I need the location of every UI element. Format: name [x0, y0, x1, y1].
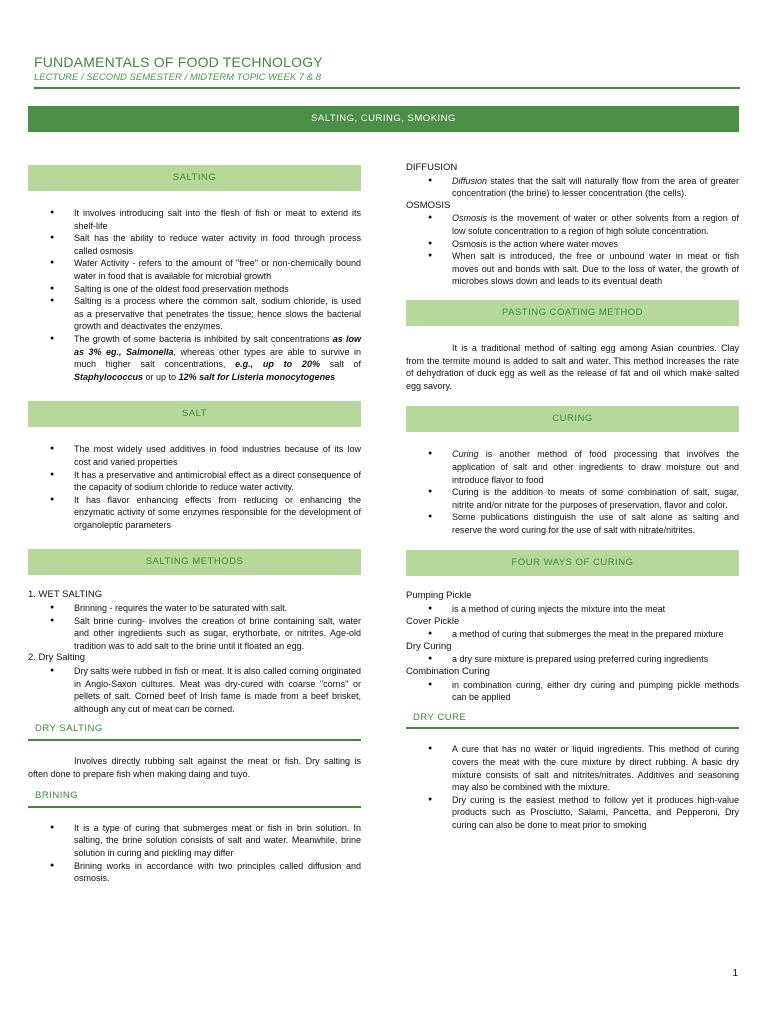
- brining-list: [28, 822, 361, 885]
- list-item: ● is a method of curing injects the mixture into the meat: [406, 603, 739, 616]
- list-item: ● Water Activity - refers to the amount of "free" or non-chemically bound water in food that is available for microbial growth: [28, 257, 361, 282]
- curing-way-list: [406, 628, 739, 641]
- curing-way-list: [406, 603, 739, 616]
- list-item: ● Brining works in accordance with two principles called diffusion and osmosis.: [28, 860, 361, 885]
- osmosis-title: OSMOSIS: [406, 199, 451, 211]
- section-heading-salting: SALTING: [28, 165, 361, 191]
- curing-way-title: Cover Pickle: [406, 615, 460, 627]
- list-item: ● It involves introducing salt into the flesh of fish or meat to extend its shelf-life: [28, 207, 361, 232]
- list-item: ● Brinning - requires the water to be saturated with salt.: [28, 602, 361, 615]
- diffusion-list: [406, 175, 739, 200]
- left-column: [28, 165, 361, 885]
- curing-way-list: [406, 679, 739, 704]
- document-title: FUNDAMENTALS OF FOOD TECHNOLOGY: [34, 54, 323, 70]
- dry-cure-list: [406, 743, 739, 831]
- section-heading-dry-cure: DRY CURE: [413, 711, 467, 723]
- page-number: 1: [732, 968, 738, 979]
- list-item: ● Salting is one of the oldest food preservation methods: [28, 283, 361, 296]
- right-column: [406, 162, 739, 832]
- salt-list: [28, 443, 361, 531]
- pasting-text: It is a traditional method of salting egg among Asian countries. Clay from the termite mound is added to salt and water. This method increases the rate of dehydration of duck egg as well as the release of fat and oil which make salted egg savory.: [406, 342, 739, 391]
- list-item: ● Diffusion states that the salt will naturally flow from the area of greater concentration (the brine) to lesser concentration (the cells).: [406, 175, 739, 200]
- list-item: ● Some publications distinguish the use of salt alone as salting and reserve the word curing for the use of salt with nitrate/nitrites.: [406, 511, 739, 536]
- document-subtitle: LECTURE / SECOND SEMESTER / MIDTERM TOPIC WEEK 7 & 8: [34, 72, 321, 83]
- curing-way-title: Combination Curing: [406, 666, 490, 678]
- dry-salting-title: 2. Dry Salting: [28, 652, 86, 664]
- list-item: ● It has flavor enhancing effects from reducing or enhancing the enzymatic activity of some enzymes responsible for the development of organoleptic parameters: [28, 494, 361, 532]
- curing-list: [406, 448, 739, 536]
- section-rule: [406, 727, 739, 729]
- list-item: ● Curing is the addition to meats of some combination of salt, sugar, nitrite and/or nitrate for the purposes of preservation, flavor and color.: [406, 486, 739, 511]
- list-item: ● It has a preservative and antimicrobial effect as a direct consequence of the capacity of sodium chloride to reduce water activity.: [28, 469, 361, 494]
- list-item: ● Salt brine curing- involves the creation of brine containing salt, water and other ingredients such as sugar, erythorbate, or nitrites. Age-old tradition was to add salt to the brine until it floated an egg.: [28, 615, 361, 653]
- osmosis-list: [406, 212, 739, 288]
- header-rule: [34, 87, 740, 89]
- list-item: ● The growth of some bacteria is inhibited by salt concentrations as low as 3% eg., Salmonella, whereas other types are able to survive in much higher salt concentrations, e.g., up to 20% salt of Staphylococcus or up to 12% salt for Listeria monocytogenes: [28, 333, 361, 383]
- curing-way-list: [406, 653, 739, 666]
- list-item: ● A cure that has no water or liquid ingredients. This method of curing covers the meat with the cure mixture by direct rubbing. A basic dry mixture consists of salt and nitrites/nitrates. Additives and seasoning may also be combined with the mixture.: [406, 743, 739, 793]
- section-heading-dry-salting: DRY SALTING: [35, 723, 103, 735]
- curing-way-title: Pumping Pickle: [406, 590, 472, 602]
- salting-list: [28, 207, 361, 383]
- section-heading-pasting: PASTING COATING METHOD: [406, 300, 739, 326]
- list-item: ● a dry sure mixture is prepared using preferred curing ingredients: [406, 653, 739, 666]
- wet-salting-title: 1. WET SALTING: [28, 589, 103, 601]
- section-rule: [28, 806, 361, 808]
- topic-banner: SALTING, CURING, SMOKING: [28, 106, 739, 132]
- list-item: ● Osmosis is the movement of water or other solvents from a region of low solute concentration to a region of high solute concentration.: [406, 212, 739, 237]
- section-heading-curing: CURING: [406, 406, 739, 432]
- section-rule: [28, 739, 361, 741]
- document-header: [34, 54, 740, 83]
- list-item: ● The most widely used additives in food industries because of its low cost and varied properties: [28, 443, 361, 468]
- list-item: ● Dry curing is the easiest method to follow yet it produces high-value products such as Prosciutto, Salami, Pancetta, and Pepperoni, Dry curing can also be done to meat prior to smoking: [406, 794, 739, 832]
- list-item: ● Salt has the ability to reduce water activity in food through process called osmosis: [28, 232, 361, 257]
- section-heading-four-ways: FOUR WAYS OF CURING: [406, 550, 739, 576]
- section-heading-salting-methods: SALTING METHODS: [28, 549, 361, 575]
- section-heading-brining: BRINING: [35, 790, 79, 802]
- list-item: ● a method of curing that submerges the meat in the prepared mixture: [406, 628, 739, 641]
- curing-way-title: Dry Curing: [406, 640, 452, 652]
- wet-salting-list: [28, 602, 361, 652]
- list-item: ● Dry salts were rubbed in fish or meat. It is also called corning originated in Anglo-Saxon cultures. Meat was dry-cured with coarse "corns" or pellets of salt. Corned beef of Irish fame is made from a beef brisket, although any cut of meat can be corned.: [28, 665, 361, 715]
- dry-salting-text: Involves directly rubbing salt against the meat or fish. Dry salting is often done to prepare fish when making daing and tuyo.: [28, 756, 361, 779]
- section-heading-salt: SALT: [28, 401, 361, 427]
- list-item: ● It is a type of curing that submerges meat or fish in brin solution. In salting, the brine solution consists of salt and water. Meanwhile, brine solution in curing and pickling may differ: [28, 822, 361, 860]
- diffusion-title: DIFFUSION: [406, 162, 458, 173]
- list-item: ● Osmosis is the action where water moves: [406, 238, 739, 251]
- list-item: ● Curing is another method of food processing that involves the application of salt and other ingredients to draw moisture out and introduce flavor to food: [406, 448, 739, 486]
- list-item: ● Salting is a process where the common salt, sodium chloride, is used as a preservative that penetrates the tissue; hence slows the bacterial growth and deactivates the enzymes.: [28, 295, 361, 333]
- list-item: ● in combination curing, either dry curing and pumping pickle methods can be applied: [406, 679, 739, 704]
- dry-salting-list: [28, 665, 361, 715]
- list-item: ● When salt is introduced, the free or unbound water in meat or fish moves out and bonds with salt. Due to the loss of water, the growth of microbes slows down and leads to its eventual death: [406, 250, 739, 288]
